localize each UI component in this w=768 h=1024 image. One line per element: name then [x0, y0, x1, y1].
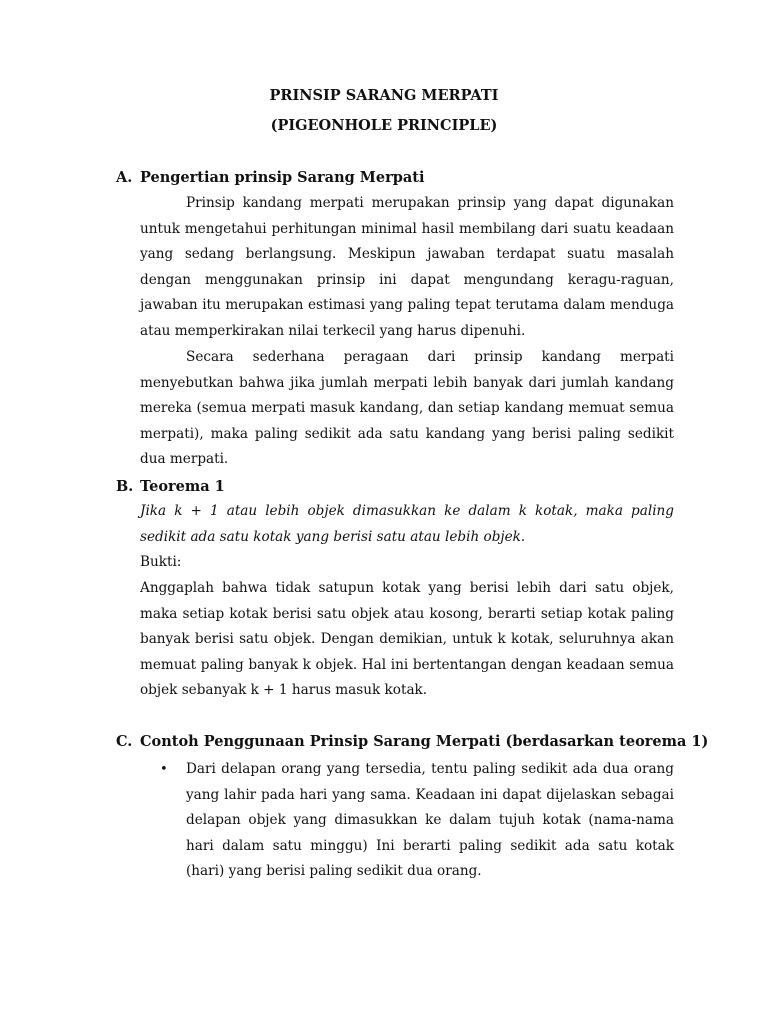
theorem-statement: Jika k + 1 atau lebih objek dimasukkan ke dalam k kotak, maka paling sedikit ada satu kotak yang berisi satu atau lebih objek.	[140, 503, 674, 545]
section-c-heading	[116, 733, 709, 750]
proof-text: Anggaplah bahwa tidak satupun kotak yang berisi lebih dari satu objek, maka setiap kotak berisi satu objek atau kosong, berarti setiap kotak paling banyak berisi satu objek. Dengan demikian, untuk k kotak, seluruhnya akan memuat paling banyak k objek. Hal ini bertentangan dengan keadaan semua objek sebanyak k + 1 harus masuk kotak.	[140, 580, 674, 699]
section-a-heading	[116, 169, 676, 186]
section-a-paragraph-1: Prinsip kandang merpati merupakan prinsip yang dapat digunakan untuk mengetahui perhitungan minimal hasil membilang dari suatu keadaan yang sedang berlangsung. Meskipun jawaban terdapat suatu masalah dengan menggunakan prinsip ini dapat mengundang keragu-raguan, jawaban itu merupakan estimasi yang paling tepat terutama dalam menduga atau memperkirakan nilai terkecil yang harus dipenuhi.	[140, 195, 674, 339]
section-c-letter: C.	[116, 733, 133, 750]
proof-label: Bukti:	[140, 554, 182, 570]
section-a-paragraph-2: Secara sederhana peragaan dari prinsip kandang merpati menyebutkan bahwa jika jumlah merpati lebih banyak dari jumlah kandang mereka (semua merpati masuk kandang, dan setiap kandang memuat semua merpati), maka paling sedikit ada satu kandang yang berisi paling sedikit dua merpati.	[140, 349, 674, 468]
section-a-title: Pengertian prinsip Sarang Merpati	[140, 169, 425, 186]
section-a-letter: A.	[116, 169, 133, 186]
document-title: PRINSIP SARANG MERPATI	[269, 87, 499, 104]
section-b-letter: B.	[116, 478, 134, 495]
bullet-dot-icon: •	[160, 762, 168, 777]
example-bullet-1: Dari delapan orang yang tersedia, tentu paling sedikit ada dua orang yang lahir pada hari yang sama. Keadaan ini dapat dijelaskan sebagai delapan objek yang dimasukkan ke dalam tujuh kotak (nama-nama hari dalam satu minggu) Ini berarti paling sedikit ada satu kotak (hari) yang berisi paling sedikit dua orang.	[186, 761, 674, 880]
section-b-heading	[116, 478, 676, 495]
document-subtitle: (PIGEONHOLE PRINCIPLE)	[270, 117, 498, 134]
section-b-title: Teorema 1	[140, 478, 225, 495]
section-c-title: Contoh Penggunaan Prinsip Sarang Merpati (berdasarkan teorema 1)	[140, 733, 709, 750]
